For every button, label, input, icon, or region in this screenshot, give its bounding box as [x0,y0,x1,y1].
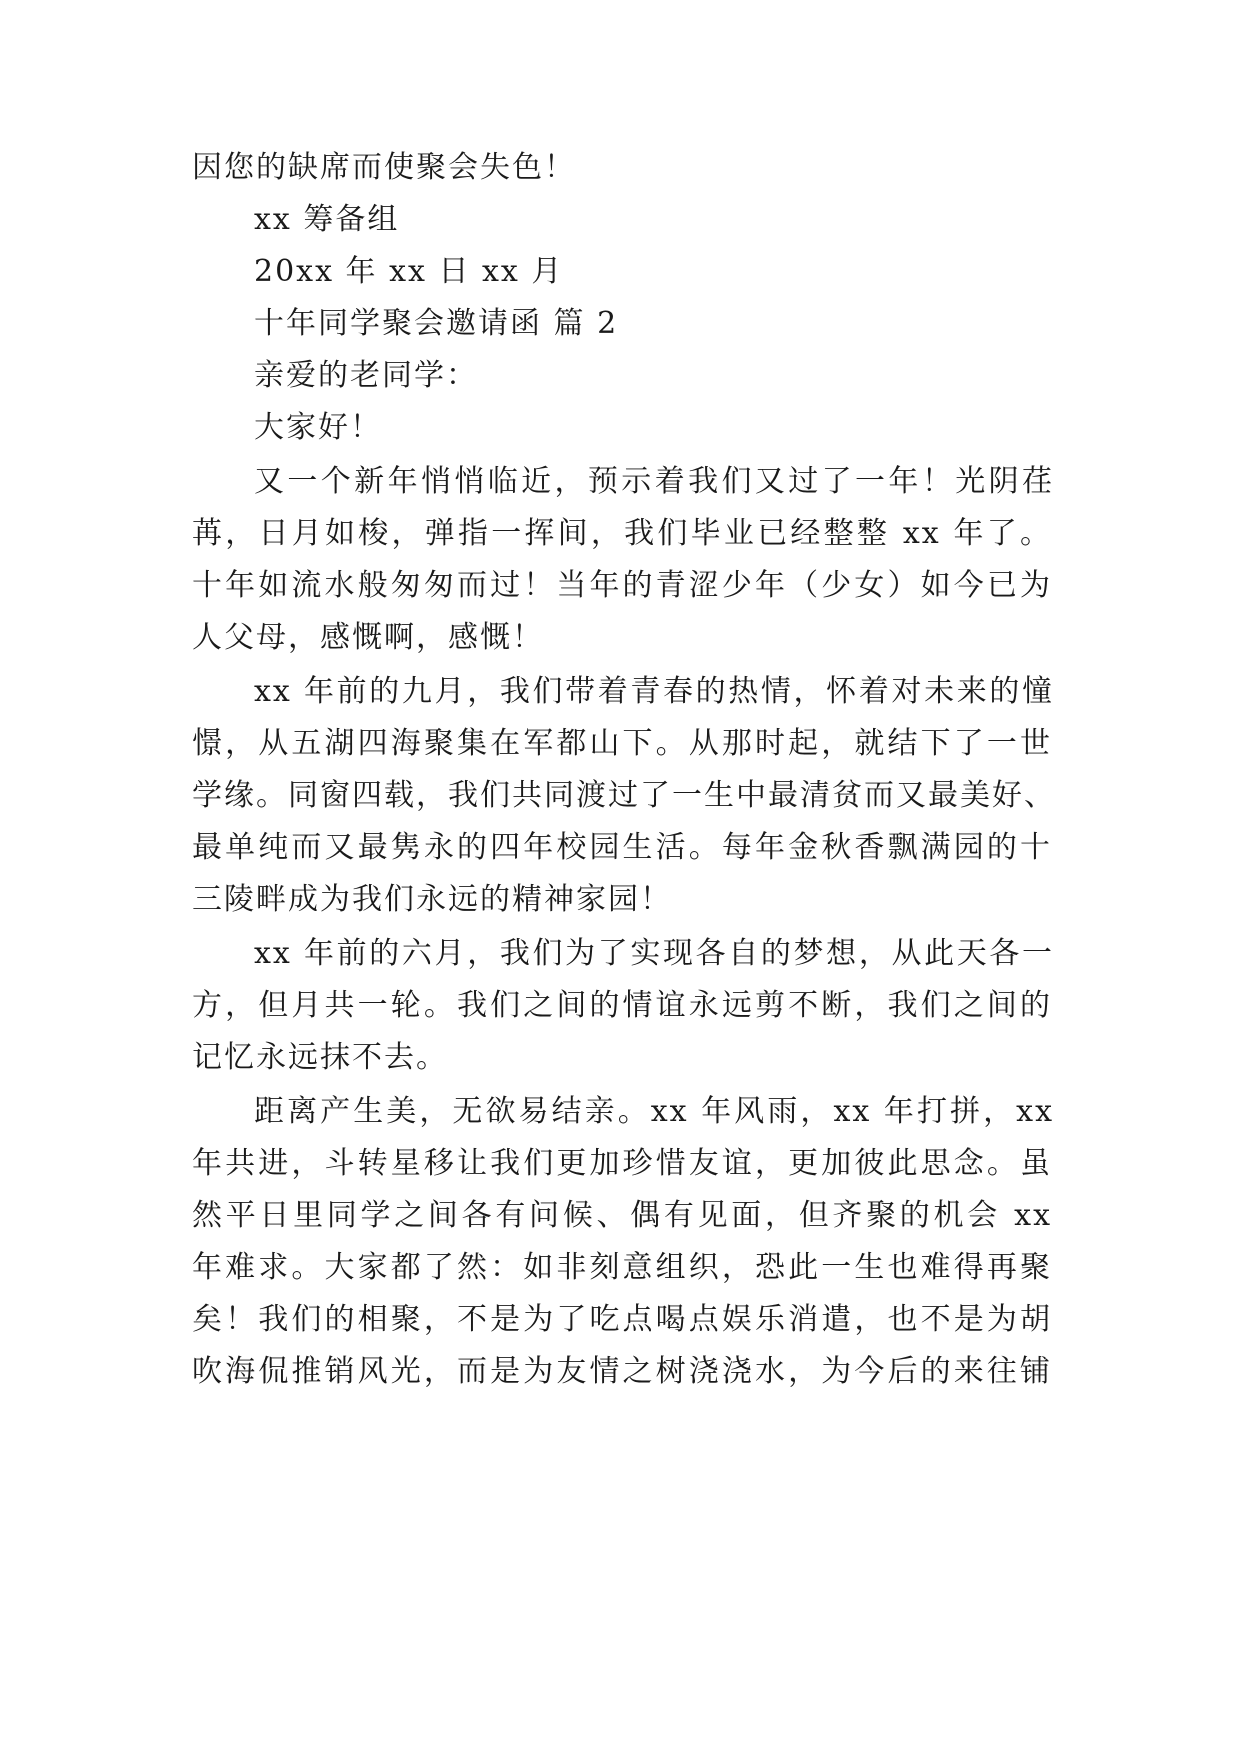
paragraph-line: 吹海侃推销风光，而是为友情之树浇浇水，为今后的来往铺 [192,1354,1052,1389]
text-line: 因您的缺席而使聚会失色！ [192,150,576,185]
greeting: 大家好！ [254,410,382,445]
paragraph-line: 最单纯而又最隽永的四年校园生活。每年金秋香飘满园的十 [192,830,1052,865]
paragraph-line: 人父母，感慨啊，感慨！ [192,620,544,655]
paragraph-line: 三陵畔成为我们永远的精神家园！ [192,882,672,917]
paragraph-line: 学缘。同窗四载，我们共同渡过了一生中最清贫而又最美好、 [192,778,1056,813]
paragraph-line: 十年如流水般匆匆而过！当年的青涩少年（少女）如今已为 [192,568,1052,603]
paragraph-line: 方，但月共一轮。我们之间的情谊永远剪不断，我们之间的 [192,988,1052,1023]
section-title: 十年同学聚会邀请函 篇 2 [254,306,619,341]
paragraph-line: 苒，日月如梭，弹指一挥间，我们毕业已经整整 xx 年了。 [192,516,1052,551]
signature-date: 20xx 年 xx 日 xx 月 [254,254,564,289]
paragraph-line: xx 年前的六月，我们为了实现各自的梦想，从此天各一 [254,936,1054,971]
paragraph-line: 距离产生美，无欲易结亲。xx 年风雨，xx 年打拼，xx [254,1094,1054,1129]
salutation: 亲爱的老同学： [254,358,478,393]
paragraph-line: 矣！我们的相聚，不是为了吃点喝点娱乐消遣，也不是为胡 [192,1302,1052,1337]
organizer-signature: xx 筹备组 [254,202,400,237]
paragraph-line: 又一个新年悄悄临近，预示着我们又过了一年！光阴荏 [254,464,1054,499]
paragraph-line: 年共进，斗转星移让我们更加珍惜友谊，更加彼此思念。虽 [192,1146,1052,1181]
paragraph-line: 年难求。大家都了然：如非刻意组织，恐此一生也难得再聚 [192,1250,1052,1285]
paragraph-line: xx 年前的九月，我们带着青春的热情，怀着对未来的憧 [254,674,1054,709]
paragraph-line: 记忆永远抹不去。 [192,1040,448,1075]
paragraph-line: 然平日里同学之间各有问候、偶有见面，但齐聚的机会 xx [192,1198,1052,1233]
paragraph-line: 憬，从五湖四海聚集在军都山下。从那时起，就结下了一世 [192,726,1052,761]
